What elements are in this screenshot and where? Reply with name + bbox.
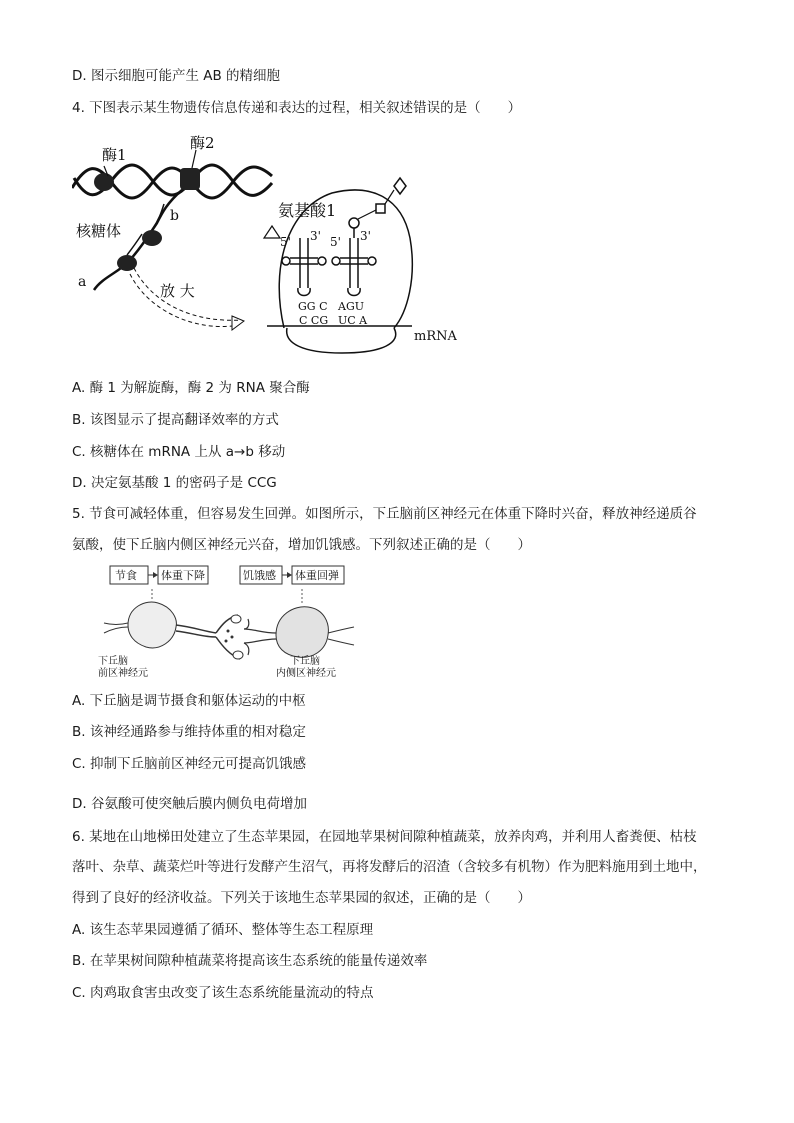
q5-figure [98,563,358,681]
q5-option-c: C. 抑制下丘脑前区神经元可提高饥饿感 [72,756,307,772]
box-weight-drop-label: 体重下降 [161,569,205,582]
q6-stem-line2: 落叶、杂草、蔬菜烂叶等进行发酵产生沼气，再将发酵后的沼渣（含较多有机物）作为肥料施用到土地中， [72,859,707,875]
enzyme1-shape [94,173,114,191]
trna2-5prime: 5' [330,235,341,249]
q5-stem-line2: 氨酸，使下丘脑内侧区神经元兴奋，增加饥饿感。下列叙述正确的是（ ） [72,537,531,553]
q4-stem: 4. 下图表示某生物遗传信息传递和表达的过程，相关叙述错误的是（ ） [72,100,522,116]
box-rebound-label: 体重回弹 [295,569,339,582]
q3-option-d: D. 图示细胞可能产生 AB 的精细胞 [72,68,281,84]
label-b: b [170,208,179,224]
ribosome-1 [142,230,162,246]
neuron-medial-label-2: 内侧区神经元 [276,668,336,679]
amino-acid1-shape [349,218,359,228]
neuron-medial-label-1: 下丘脑 [290,656,320,667]
q4-option-d: D. 决定氨基酸 1 的密码子是 CCG [72,475,277,491]
enzyme2-label: 酶2 [190,134,215,152]
q5-option-b: B. 该神经通路参与维持体重的相对稳定 [72,724,306,740]
q4-option-b: B. 该图显示了提高翻译效率的方式 [72,412,279,428]
trna2-3prime: 3' [360,229,371,243]
mrna-label: mRNA [414,329,457,344]
q6-stem-line3: 得到了良好的经济收益。下列关于该地生态苹果园的叙述，正确的是（ ） [72,890,531,906]
anticodon-1: GG C [298,300,328,313]
codon-1: C CG [299,314,329,327]
q6-option-a: A. 该生态苹果园遵循了循环、整体等生态工程原理 [72,922,374,938]
enzyme1-label: 酶1 [102,146,127,164]
enzyme2-shape [180,168,200,190]
trna1-5prime: 5' [280,235,291,249]
q5-option-a: A. 下丘脑是调节摄食和躯体运动的中枢 [72,693,306,709]
label-a: a [78,274,87,290]
neuron-front-label-2: 前区神经元 [98,668,148,679]
codon-2: UC A [338,314,368,327]
box-hunger-label: 饥饿感 [243,569,276,582]
q6-option-c: C. 肉鸡取食害虫改变了该生态系统能量流动的特点 [72,985,374,1001]
amino-acid1-label: 氨基酸1 [278,201,337,220]
ribosome-label: 核糖体 [76,222,122,240]
trna1-3prime: 3' [310,229,321,243]
box-diet-label: 节食 [115,569,137,582]
q5-option-d: D. 谷氨酸可使突触后膜内侧负电荷增加 [72,796,307,812]
q6-option-b: B. 在苹果树间隙种植蔬菜将提高该生态系统的能量传递效率 [72,953,428,969]
neuron-medial [276,607,328,658]
q6-stem-line1: 6. 某地在山地梯田处建立了生态苹果园，在园地苹果树间隙种植蔬菜，放养肉鸡，并利用人畜粪便、枯枝 [72,829,697,845]
zoom-label: 放 大 [160,282,195,300]
q4-option-a: A. 酶 1 为解旋酶，酶 2 为 RNA 聚合酶 [72,380,310,396]
neuron-front [128,602,176,648]
q5-stem-line1: 5. 节食可减轻体重，但容易发生回弹。如图所示，下丘脑前区神经元在体重下降时兴奋，释放神经递质谷 [72,506,697,522]
anticodon-2: AGU [338,300,365,313]
neuron-front-label-1: 下丘脑 [98,656,128,667]
q4-option-c: C. 核糖体在 mRNA 上从 a→b 移动 [72,444,286,460]
q4-figure [72,128,472,360]
